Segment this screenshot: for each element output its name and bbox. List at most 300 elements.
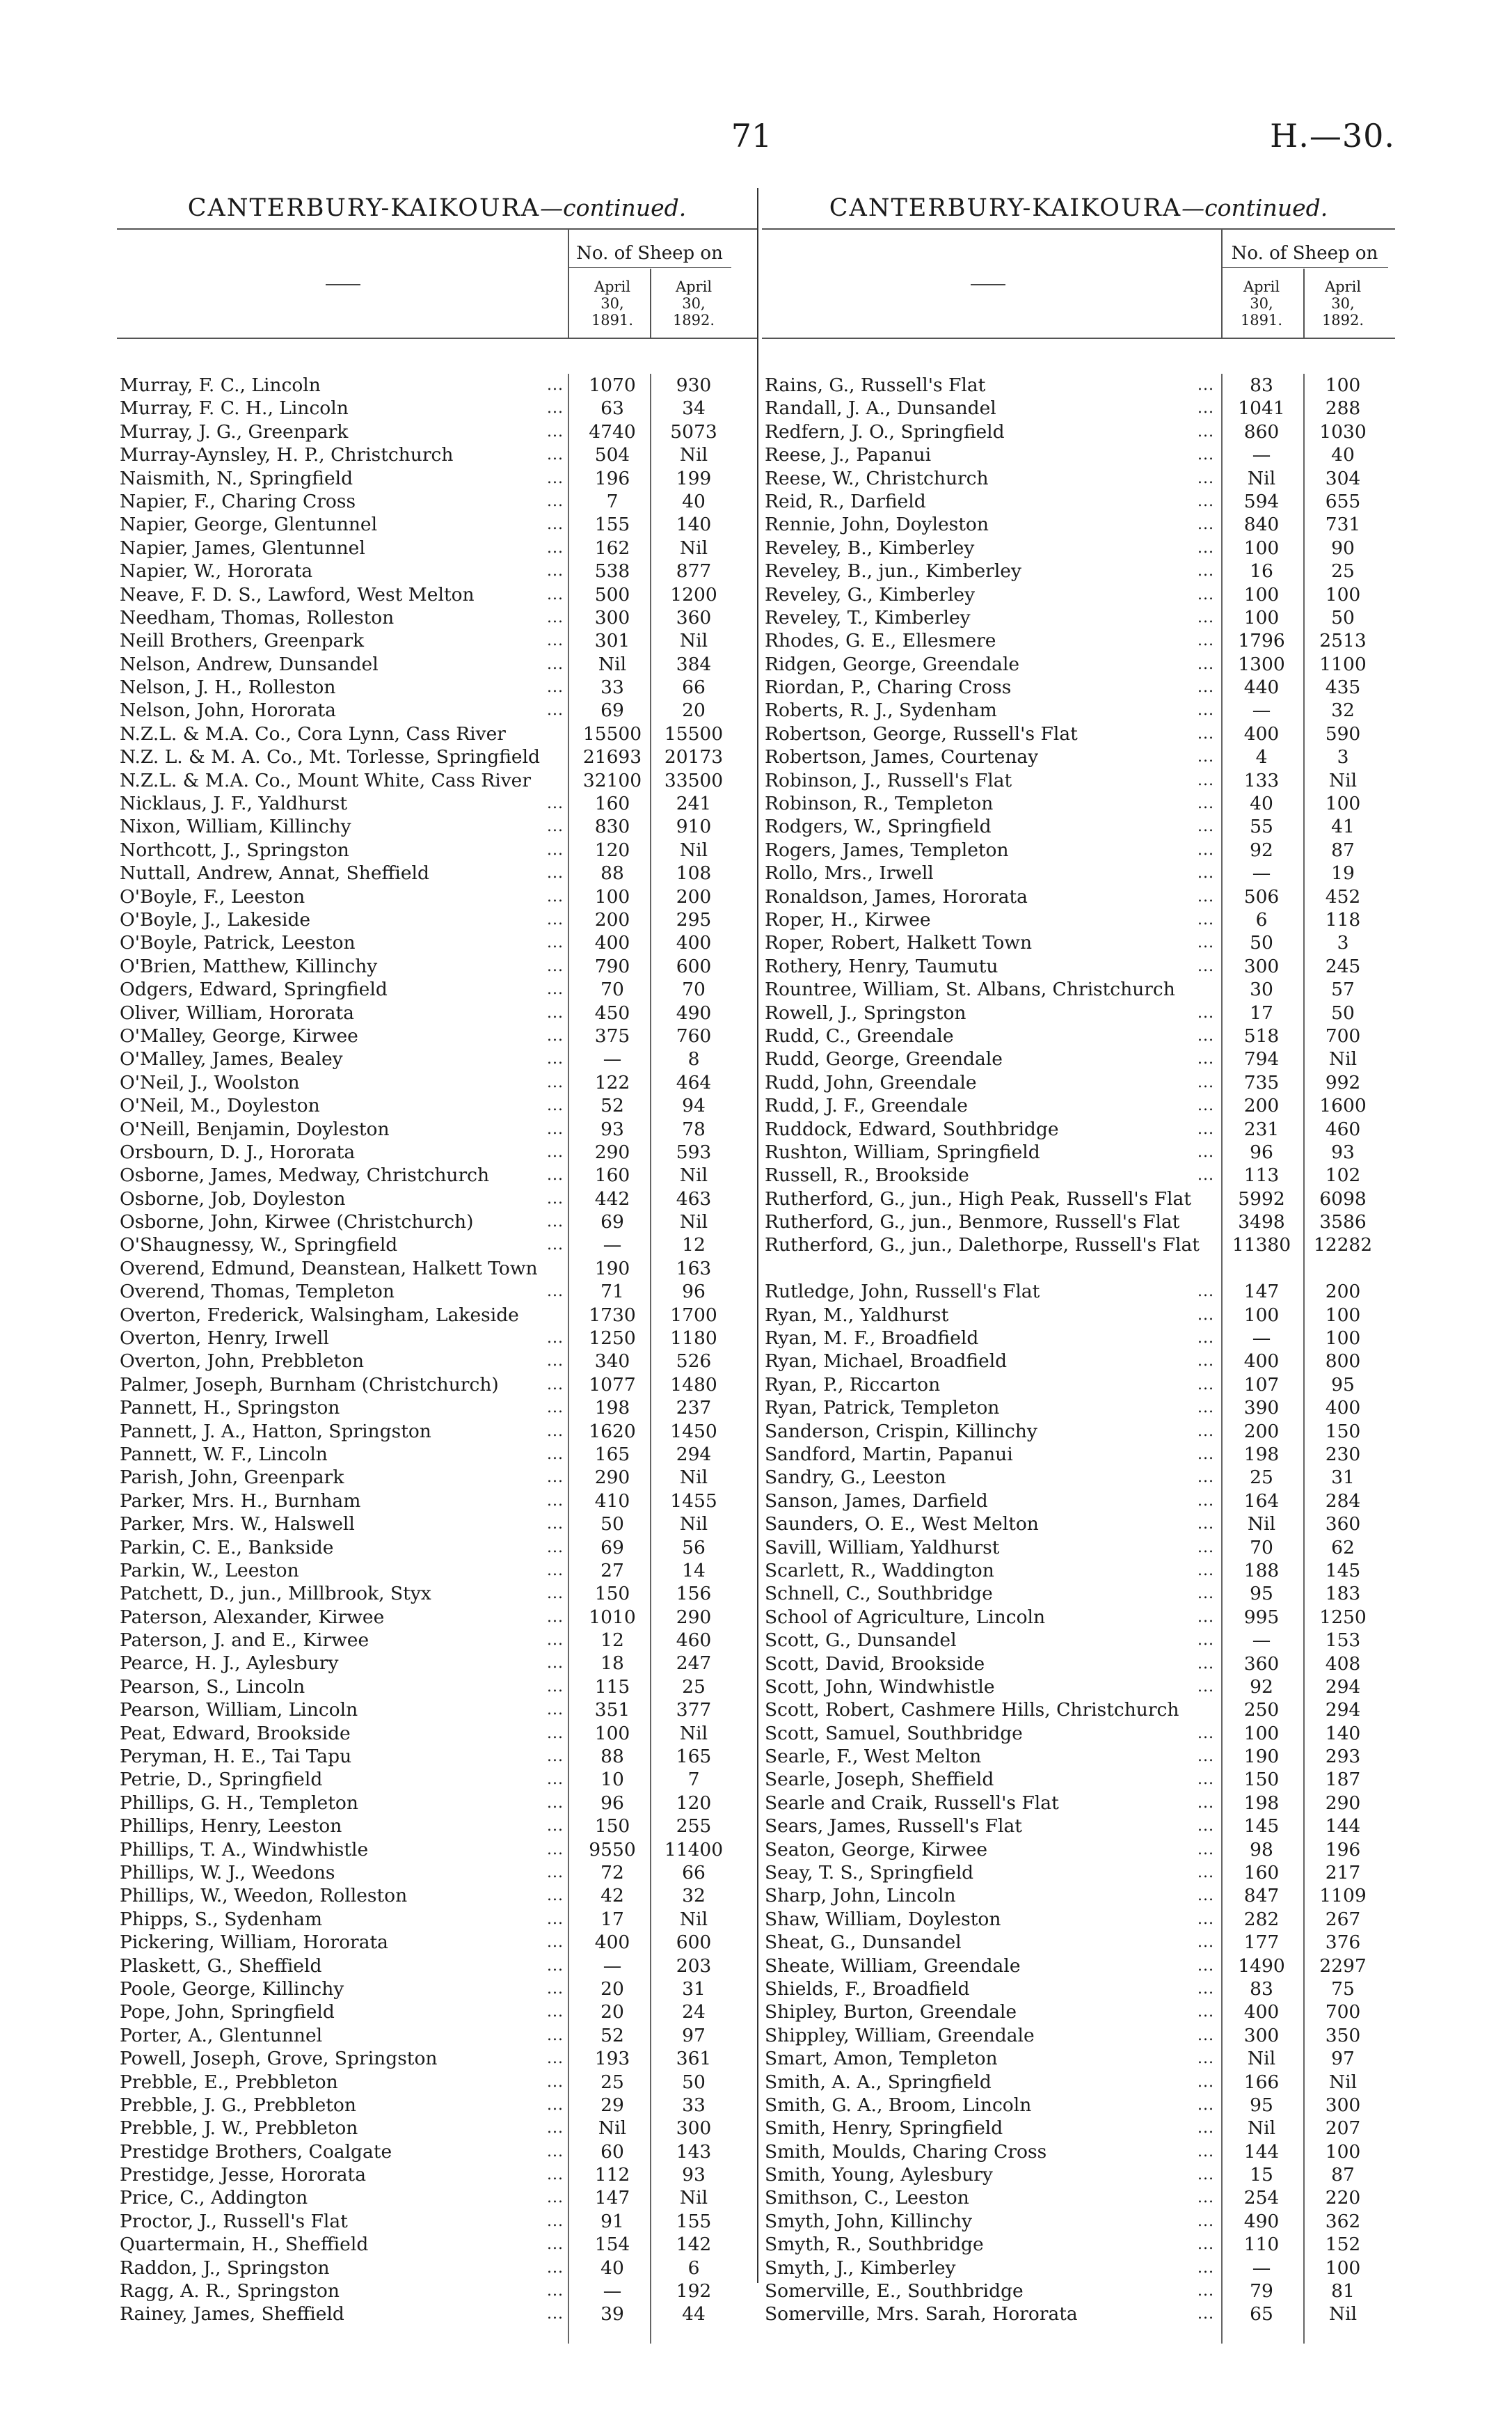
sheep-count-1891: 115	[594, 1675, 630, 1698]
sheep-count-1891: 60	[600, 2140, 624, 2163]
leader-dots: ...	[547, 585, 564, 603]
owner-name: Rhodes, G. E., Ellesmere	[765, 630, 996, 652]
sheep-count-1891: 25	[600, 2071, 624, 2093]
owner-name: Sandford, Martin, Papanui	[765, 1443, 1013, 1465]
owner-name: Pickering, William, Hororata	[120, 1932, 388, 1954]
owner-name: Rountree, William, St. Albans, Christchurch	[765, 979, 1175, 1001]
sheep-count-1892: Nil	[1328, 769, 1358, 791]
sheep-count-1891: 147	[594, 2187, 630, 2209]
table-row	[762, 862, 1395, 885]
owner-name: Smith, G. A., Broom, Lincoln	[765, 2094, 1032, 2116]
owner-name: Robertson, James, Courtenay	[765, 746, 1039, 768]
owner-name: N.Z.L. & M.A. Co., Mount White, Cass River	[120, 769, 532, 791]
table-row	[762, 1280, 1395, 1303]
sheep-count-1892: Nil	[679, 1467, 708, 1489]
owner-name: Napier, James, Glentunnel	[120, 537, 365, 559]
sheep-count-1892: Nil	[679, 444, 708, 466]
leader-dots: ...	[1197, 818, 1214, 836]
leader-dots: ...	[1197, 2119, 1214, 2138]
table-row	[117, 2210, 757, 2233]
sheep-count-1892: 50	[1331, 606, 1355, 629]
table-row	[117, 1536, 757, 1559]
table-row	[762, 1094, 1395, 1117]
leader-dots: ...	[547, 1190, 564, 1208]
sheep-count-1891: 1620	[589, 1420, 636, 1442]
owner-name: Redfern, J. O., Springfield	[765, 420, 1005, 443]
sheep-count-1892: 11400	[664, 1838, 724, 1861]
sheep-count-1891: 500	[594, 583, 630, 606]
sheep-count-1892: 376	[1325, 1932, 1361, 1954]
sheep-count-1891: 400	[594, 1932, 630, 1954]
table-row	[762, 629, 1395, 652]
sheep-count-1892: 100	[1325, 793, 1361, 815]
leader-dots: ...	[1197, 1352, 1214, 1371]
leader-dots: ...	[1197, 887, 1214, 906]
table-row	[762, 490, 1395, 513]
leader-dots: ...	[1197, 934, 1214, 952]
table-row	[117, 1443, 757, 1466]
leader-dots: ...	[547, 2166, 564, 2184]
leader-dots: ...	[547, 2282, 564, 2300]
owner-name: Rudd, J. F., Greendale	[765, 1095, 968, 1117]
sheep-count-1891: 69	[600, 1536, 624, 1558]
owner-name: Smith, A. A., Springfield	[765, 2071, 992, 2093]
leader-dots: ...	[547, 1724, 564, 1742]
leader-dots: ...	[547, 2189, 564, 2207]
leader-dots: ...	[1197, 400, 1214, 418]
leader-dots: ...	[547, 957, 564, 975]
sheep-count-1891: 1490	[1238, 1954, 1285, 1977]
table-row	[762, 1118, 1395, 1141]
table-row	[762, 560, 1395, 583]
table-row	[762, 1210, 1395, 1233]
sheep-count-1891: 830	[594, 816, 630, 838]
leader-dots: ...	[1197, 1910, 1214, 1928]
table-row	[117, 1792, 757, 1815]
page-number: 71	[731, 117, 772, 155]
sheep-count-1891: 594	[1243, 490, 1280, 512]
owner-name: Rowell, J., Springston	[765, 1002, 966, 1024]
table-row	[762, 1931, 1395, 1954]
table-row	[762, 769, 1395, 792]
sheep-count-1891: 110	[1243, 2234, 1280, 2256]
sheep-count-1891: Nil	[598, 2117, 627, 2140]
sheep-count-1891: 188	[1243, 1559, 1280, 1581]
sheep-count-1891: 92	[1250, 839, 1273, 861]
sheep-count-1891: 71	[600, 1281, 624, 1303]
table-row	[762, 2210, 1395, 2233]
leader-dots: ...	[547, 492, 564, 510]
sheep-count-1892: 41	[1331, 816, 1355, 838]
sheep-count-1892: Nil	[1328, 1048, 1358, 1071]
owner-name: Roper, H., Kirwee	[765, 908, 931, 931]
table-row	[762, 745, 1395, 768]
sheep-count-1892: 930	[676, 374, 712, 396]
owner-name: Ryan, Michael, Broadfield	[765, 1350, 1008, 1373]
leader-dots: ...	[547, 1073, 564, 1091]
leader-dots: ...	[547, 1748, 564, 1766]
sheep-count-1891: 150	[1243, 1769, 1280, 1791]
sheep-count-1891: 83	[1250, 1977, 1273, 2000]
owner-name: O'Neil, J., Woolston	[120, 1071, 300, 1093]
sheep-count-1891: 5992	[1238, 1187, 1285, 1210]
right-title-suffix: —continued.	[1181, 194, 1328, 221]
sheep-count-1891: 282	[1243, 1908, 1280, 1930]
table-row	[762, 1954, 1395, 1977]
sheep-count-1891: 160	[594, 793, 630, 815]
owner-name: Smith, Henry, Springfield	[765, 2117, 1003, 2140]
sheep-count-1892: Nil	[1328, 2303, 1358, 2325]
table-row	[117, 722, 757, 745]
table-row	[117, 1582, 757, 1605]
sheep-count-1891: Nil	[1247, 2048, 1276, 2070]
owner-name: Price, C., Addington	[120, 2187, 308, 2209]
table-row	[762, 1792, 1395, 1815]
sheep-count-1891: 70	[600, 979, 624, 1001]
sheep-count-1891: 154	[594, 2234, 630, 2256]
leader-dots: ...	[547, 539, 564, 557]
table-row	[117, 1164, 757, 1187]
sheep-count-1891: 9550	[589, 1838, 636, 1861]
sheep-count-1891: —	[1252, 2257, 1271, 2279]
sheep-count-1891: 735	[1243, 1071, 1280, 1093]
leader-dots: ...	[547, 2003, 564, 2021]
owner-name: O'Shaugnessy, W., Springfield	[120, 1234, 398, 1256]
year-1891-header: April 30, 1891.	[1240, 278, 1283, 329]
table-row	[117, 1420, 757, 1443]
owner-name: Scott, John, Windwhistle	[765, 1675, 995, 1698]
table-row	[117, 1954, 757, 1977]
sheep-count-1891: 65	[1250, 2303, 1273, 2325]
sheep-count-1892: 400	[1325, 1397, 1361, 1419]
table-row	[762, 1908, 1395, 1931]
leader-dots: ...	[547, 1027, 564, 1045]
table-row	[762, 1675, 1395, 1698]
table-row	[117, 769, 757, 792]
sheep-count-1892: 377	[676, 1699, 712, 1721]
owner-name: Randall, J. A., Dunsandel	[765, 397, 996, 420]
owner-name: Osborne, John, Kirwee (Christchurch)	[120, 1211, 474, 1233]
owner-name: Prebble, E., Prebbleton	[120, 2071, 338, 2093]
owner-name: Overton, John, Prebbleton	[120, 1350, 365, 1373]
sheep-count-1892: 97	[1331, 2048, 1355, 2070]
leader-dots: ...	[547, 1585, 564, 1603]
sheep-count-1891: 93	[600, 1118, 624, 1140]
table-row	[762, 1815, 1395, 1838]
leader-dots: ...	[1197, 632, 1214, 650]
leader-dots: ...	[1197, 2026, 1214, 2044]
sheep-count-1891: 162	[594, 537, 630, 559]
name-column-dash	[326, 284, 360, 285]
sheep-count-1891: 145	[1243, 1815, 1280, 1838]
owner-name: Parkin, W., Leeston	[120, 1559, 299, 1581]
owner-name: Scott, David, Brookside	[765, 1652, 985, 1675]
leader-dots: ...	[1197, 1677, 1214, 1696]
sheep-count-1891: 1796	[1238, 630, 1285, 652]
sheep-count-1892: 140	[1325, 1722, 1361, 1744]
sheep-count-1892: 93	[682, 2164, 706, 2186]
left-table-header	[117, 228, 757, 339]
sheep-count-1892: 156	[676, 1583, 712, 1605]
leader-dots: ...	[1197, 585, 1214, 603]
owner-name: Sanderson, Crispin, Killinchy	[765, 1420, 1037, 1442]
table-row	[117, 1512, 757, 1535]
owner-name: Parker, Mrs. W., Halswell	[120, 1513, 355, 1535]
sheep-count-1892: Nil	[679, 2187, 708, 2209]
owner-name: Sandry, G., Leeston	[765, 1467, 946, 1489]
table-row	[762, 2094, 1395, 2117]
owner-name: Rogers, James, Templeton	[765, 839, 1009, 861]
sheep-group-header: No. of Sheep on	[1221, 239, 1388, 268]
sheep-count-1892: 463	[676, 1187, 712, 1210]
leader-dots: ...	[1197, 1120, 1214, 1138]
sheep-count-1892: 165	[676, 1746, 712, 1768]
sheep-count-1892: 94	[682, 1095, 706, 1117]
leader-dots: ...	[547, 1887, 564, 1905]
sheep-count-1892: 95	[1331, 1373, 1355, 1396]
sheep-count-1891: 42	[600, 1885, 624, 1907]
owner-name: Prestidge Brothers, Coalgate	[120, 2140, 392, 2163]
sheep-count-1891: 160	[1243, 1862, 1280, 1884]
table-row	[762, 1629, 1395, 1652]
owner-name: Odgers, Edward, Springfield	[120, 979, 388, 1001]
sheep-count-1891: 847	[1243, 1885, 1280, 1907]
sheep-count-1892: Nil	[679, 1211, 708, 1233]
sheep-count-1892: 361	[676, 2048, 712, 2070]
table-row	[762, 1396, 1395, 1419]
sheep-count-1892: 20	[682, 700, 706, 722]
sheep-count-1892: 3	[1337, 932, 1349, 954]
owner-name: Orsbourn, D. J., Hororata	[120, 1141, 356, 1163]
left-title-suffix: —continued.	[540, 194, 687, 221]
sheep-count-1892: 145	[1325, 1559, 1361, 1581]
sheep-count-1892: 12282	[1313, 1234, 1373, 1256]
sheep-count-1891: —	[1252, 862, 1271, 885]
sheep-count-1891: —	[603, 1234, 622, 1256]
sheep-count-1891: 400	[1243, 722, 1280, 745]
sheep-count-1891: 15	[1250, 2164, 1273, 2186]
sheep-count-1891: 107	[1243, 1373, 1280, 1396]
table-row	[117, 1838, 757, 1861]
table-row	[762, 1141, 1395, 1164]
table-row	[117, 1768, 757, 1791]
sheep-count-1892: Nil	[679, 1164, 708, 1187]
sheep-count-1892: 200	[676, 885, 712, 908]
leader-dots: ...	[547, 1399, 564, 1417]
table-row	[117, 1745, 757, 1768]
sheep-count-1891: 100	[1243, 583, 1280, 606]
owner-name: Scarlett, R., Waddington	[765, 1559, 994, 1581]
table-row	[117, 1141, 757, 1164]
owner-name: Ruddock, Edward, Southbridge	[765, 1118, 1059, 1140]
sheep-count-1891: 4	[1255, 746, 1268, 768]
owner-name: Paterson, Alexander, Kirwee	[120, 1606, 385, 1628]
sheep-count-1892: 66	[682, 1862, 706, 1883]
table-row	[117, 374, 757, 397]
sheep-count-1891: 120	[594, 839, 630, 861]
left-column	[117, 188, 757, 2326]
sheep-count-1891: 96	[1250, 1141, 1273, 1163]
leader-dots: ...	[1197, 1004, 1214, 1022]
sheep-count-1891: —	[603, 2280, 622, 2302]
leader-dots: ...	[547, 422, 564, 441]
leader-dots: ...	[1197, 748, 1214, 766]
owner-name: Palmer, Joseph, Burnham (Christchurch)	[120, 1373, 499, 1396]
sheep-count-1891: 33	[600, 677, 624, 699]
table-row	[117, 2071, 757, 2094]
owner-name: Ridgen, George, Greendale	[765, 653, 1020, 675]
owner-name: Pannett, W. F., Lincoln	[120, 1443, 328, 1465]
leader-dots: ...	[547, 818, 564, 836]
owner-name: Pannett, H., Springston	[120, 1397, 340, 1419]
sheep-count-1891: 98	[1250, 1838, 1273, 1861]
leader-dots: ...	[547, 1794, 564, 1812]
table-row	[762, 1350, 1395, 1373]
sheep-count-1891: 63	[600, 397, 624, 420]
leader-dots: ...	[1197, 377, 1214, 394]
owner-name: Parker, Mrs. H., Burnham	[120, 1490, 361, 1512]
leader-dots: ...	[547, 1980, 564, 1998]
sheep-count-1892: 97	[682, 2024, 706, 2046]
sheep-count-1891: 92	[1250, 1675, 1273, 1698]
leader-dots: ...	[1197, 446, 1214, 464]
sheep-count-1892: 102	[1325, 1164, 1361, 1187]
table-row	[762, 1233, 1395, 1280]
sheep-count-1891: 52	[600, 1095, 624, 1117]
sheep-count-1891: 50	[600, 1513, 624, 1535]
table-row	[762, 1327, 1395, 1350]
owner-name: Northcott, J., Springston	[120, 839, 349, 861]
leader-dots: ...	[547, 934, 564, 952]
sheep-count-1892: 50	[1331, 1002, 1355, 1024]
leader-dots: ...	[1197, 2282, 1214, 2300]
sheep-count-1891: Nil	[1247, 1513, 1276, 1535]
sheep-count-1891: 995	[1243, 1606, 1280, 1628]
leader-dots: ...	[1197, 1422, 1214, 1440]
sheep-count-1892: 1100	[1319, 653, 1367, 675]
table-row	[762, 2186, 1395, 2209]
leader-dots: ...	[547, 2050, 564, 2068]
leader-dots: ...	[547, 864, 564, 883]
table-row	[117, 1094, 757, 1117]
sheep-count-1891: 490	[1243, 2210, 1280, 2232]
owner-name: Ryan, Patrick, Templeton	[765, 1397, 1000, 1419]
leader-dots: ...	[1197, 957, 1214, 975]
table-row	[117, 443, 757, 466]
sheep-count-1891: 1070	[589, 374, 636, 396]
sheep-count-1892: 40	[682, 490, 706, 512]
sheep-count-1892: 800	[1325, 1350, 1361, 1373]
owner-name: Sharp, John, Lincoln	[765, 1885, 956, 1907]
sheep-count-1891: 10	[600, 1769, 624, 1791]
sheep-count-1892: 3	[1337, 746, 1349, 768]
leader-dots: ...	[1197, 608, 1214, 626]
sheep-count-1892: 155	[676, 2210, 712, 2232]
leader-dots: ...	[1197, 1469, 1214, 1487]
leader-dots: ...	[1197, 1329, 1214, 1348]
table-row	[117, 1280, 757, 1303]
owner-name: Ryan, M. F., Broadfield	[765, 1327, 979, 1350]
leader-dots: ...	[547, 1445, 564, 1463]
sheep-count-1892: 294	[1325, 1675, 1361, 1698]
header-rule	[650, 269, 651, 338]
sheep-count-1892: 295	[676, 908, 712, 931]
leader-dots: ...	[547, 1120, 564, 1138]
sheep-count-1892: 460	[676, 1629, 712, 1652]
owner-name: Smith, Moulds, Charing Cross	[765, 2140, 1047, 2163]
sheep-count-1892: 44	[682, 2303, 706, 2325]
sheep-count-1892: 2513	[1319, 630, 1367, 652]
sheep-count-1892: 593	[676, 1141, 712, 1163]
table-row	[117, 978, 757, 1001]
sheep-count-1891: 100	[594, 1722, 630, 1744]
leader-dots: ...	[547, 446, 564, 464]
sheep-count-1892: 245	[1325, 955, 1361, 977]
owner-name: Roper, Robert, Halkett Town	[765, 932, 1033, 954]
owner-name: Prebble, J. W., Prebbleton	[120, 2117, 358, 2140]
sheep-count-1891: 177	[1243, 1932, 1280, 1954]
sheep-count-1891: 100	[1243, 537, 1280, 559]
sheep-count-1891: 69	[600, 1211, 624, 1233]
leader-dots: ...	[1197, 771, 1214, 789]
sheep-count-1892: 153	[1325, 1629, 1361, 1652]
owner-name: O'Malley, James, Bealey	[120, 1048, 343, 1071]
sheep-count-1891: 7	[606, 490, 619, 512]
sheep-count-1892: 200	[1325, 1281, 1361, 1303]
leader-dots: ...	[1197, 2073, 1214, 2091]
owner-name: Parish, John, Greenpark	[120, 1467, 344, 1489]
leader-dots: ...	[1197, 1399, 1214, 1417]
sheep-count-1892: Nil	[679, 1908, 708, 1930]
owner-name: Overton, Henry, Irwell	[120, 1327, 329, 1350]
sheep-count-1892: 290	[1325, 1792, 1361, 1814]
sheep-count-1892: 360	[1325, 1513, 1361, 1535]
sheep-count-1892: 100	[1325, 374, 1361, 396]
leader-dots: ...	[1197, 1167, 1214, 1185]
sheep-count-1891: 147	[1243, 1281, 1280, 1303]
leader-dots: ...	[1197, 1654, 1214, 1673]
owner-name: Searle, F., West Melton	[765, 1746, 982, 1768]
sheep-count-1892: 304	[1325, 467, 1361, 489]
sheep-count-1891: 155	[594, 514, 630, 536]
sheep-count-1891: 17	[600, 1908, 624, 1930]
sheep-count-1892: 384	[676, 653, 712, 675]
sheep-count-1892: 294	[1325, 1699, 1361, 1721]
leader-dots: ...	[1197, 2096, 1214, 2114]
owner-name: Somerville, Mrs. Sarah, Hororata	[765, 2303, 1078, 2325]
sheep-count-1892: 290	[676, 1606, 712, 1628]
owner-name: Pearson, S., Lincoln	[120, 1675, 305, 1698]
owner-name: O'Neil, M., Doyleston	[120, 1095, 320, 1117]
sheep-count-1891: 113	[1243, 1164, 1280, 1187]
table-row	[762, 1304, 1395, 1327]
sheep-count-1891: 11380	[1232, 1234, 1291, 1256]
column-divider	[757, 188, 758, 2283]
owner-name: Prestidge, Jesse, Hororata	[120, 2164, 366, 2186]
table-row	[117, 1466, 757, 1489]
owner-name: O'Neill, Benjamin, Doyleston	[120, 1118, 390, 1140]
leader-dots: ...	[1197, 1050, 1214, 1068]
leader-dots: ...	[1197, 516, 1214, 534]
leader-dots: ...	[547, 632, 564, 650]
sheep-count-1891: 79	[1250, 2280, 1273, 2302]
sheep-count-1891: 290	[594, 1141, 630, 1163]
sheep-count-1891: 165	[594, 1443, 630, 1465]
year-1892-header: April 30, 1892.	[1321, 278, 1364, 329]
sheep-count-1892: 66	[682, 677, 706, 699]
sheep-count-1892: 992	[1325, 1071, 1361, 1093]
sheep-count-1892: 490	[676, 1002, 712, 1024]
